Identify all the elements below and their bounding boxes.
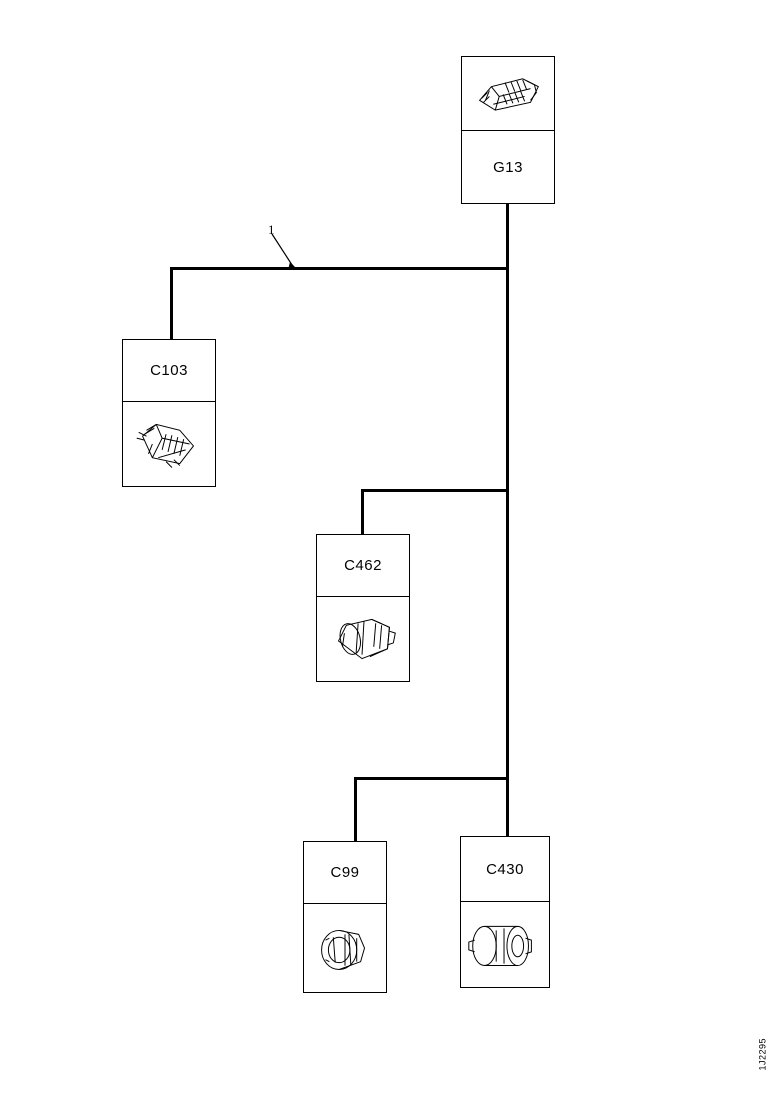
node-label-g13: G13 [493,159,523,176]
connector-circular-icon [304,904,386,993]
wire-branch-c462-horizontal [361,489,509,492]
node-c462[interactable] [316,534,410,682]
node-label-c103: C103 [123,340,215,402]
callout-number-1: 1 [268,222,275,237]
node-c99[interactable] [303,841,387,993]
wire-trunk-vertical [506,204,509,843]
connector-round-icon [317,597,409,682]
drawing-corner-code: 1J2295 [758,1038,768,1071]
connector-cylinder-icon [461,902,549,988]
node-label-c462: C462 [317,535,409,597]
wire-branch-c99-horizontal [354,777,509,780]
connector-multipin-icon [462,57,554,131]
callout-leader-line [264,228,312,274]
connector-block-icon [123,402,215,487]
wire-branch-c99-drop [354,777,357,843]
wire-branch-c462-drop [361,489,364,537]
node-c430[interactable] [460,836,550,988]
node-label-c99: C99 [304,842,386,904]
node-label-c430: C430 [461,837,549,902]
wire-branch-c103-horizontal [170,267,509,270]
node-g13[interactable] [461,56,555,204]
wire-branch-c103-drop [170,267,173,342]
node-c103[interactable] [122,339,216,487]
